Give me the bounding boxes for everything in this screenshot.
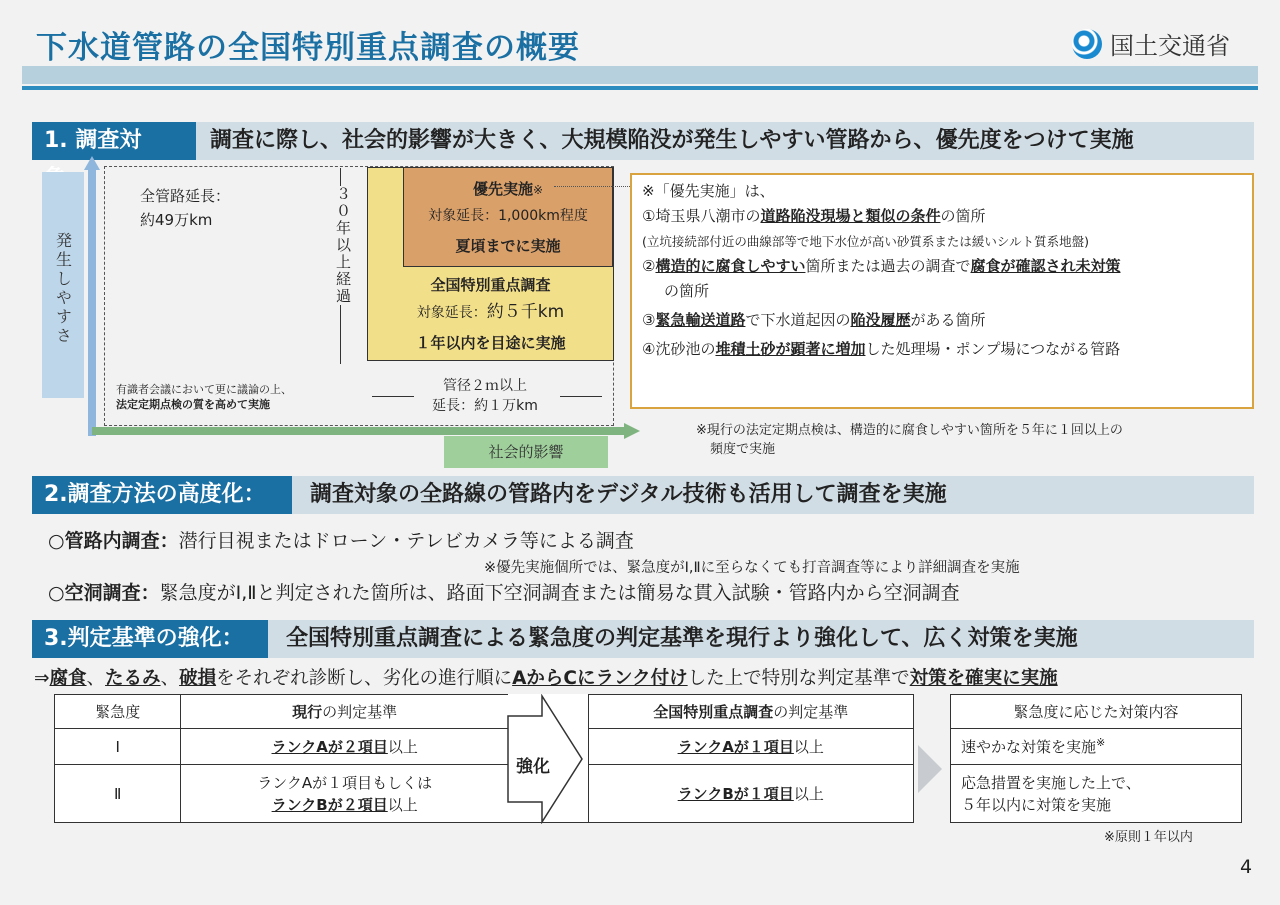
criteria-lead: ⇒腐食、たるみ、破損をそれぞれ診断し、劣化の進行順にAからCにランク付けした上で特別な判定基準で対策を確実に実施 bbox=[34, 668, 1058, 689]
mlit-logo-icon bbox=[1072, 29, 1102, 59]
priority-deadline: 夏頃までに実施 bbox=[455, 237, 561, 255]
priority-box bbox=[403, 167, 613, 267]
urgency-2: Ⅱ bbox=[55, 765, 181, 823]
header-special: 全国特別重点調査の判定基準 bbox=[588, 695, 914, 729]
current-criteria-2: ランクAが１項目もしくは ランクBが２項目以上 bbox=[181, 765, 508, 823]
priority-length: 対象延長：1,000km程度 bbox=[428, 208, 588, 224]
pipe-inspection-text: 潜行目視またはドローン・テレビカメラ等による調査 bbox=[178, 530, 634, 552]
priority-title: 優先実施 bbox=[472, 180, 533, 198]
measures-header: 緊急度に応じた対策内容 bbox=[951, 695, 1242, 729]
expert-note bbox=[116, 382, 292, 412]
measures-footnote: ※原則１年以内 bbox=[1104, 830, 1193, 845]
table-row bbox=[951, 765, 1242, 823]
section2-tag: 2.調査方法の高度化： bbox=[32, 476, 292, 514]
inspection-footnote-line1: ※現行の法定定期点検は、構造的に腐食しやすい箇所を５年に１回以上の bbox=[696, 423, 1123, 438]
measures-table bbox=[950, 694, 1242, 823]
header-current: 現行の判定基準 bbox=[181, 695, 508, 729]
years-label: ３０年以上経過 bbox=[334, 186, 352, 305]
condition-3: ③緊急輸送道路で下水道起因の陥没履歴がある箇所 bbox=[642, 311, 986, 329]
diameter-length: 延長：約１万km bbox=[432, 398, 538, 414]
cavity-survey-text: 緊急度がⅠ,Ⅱと判定された箇所は、路面下空洞調査または簡易な貫入試験・管路内から空洞調査 bbox=[159, 582, 960, 604]
diameter-arrow-right bbox=[560, 396, 602, 397]
y-axis-arrowhead bbox=[84, 156, 100, 170]
strengthen-label: 強化 bbox=[516, 757, 550, 777]
table-row bbox=[55, 729, 914, 765]
total-length-label: 全管路延長： bbox=[140, 187, 231, 205]
diameter-arrow-left bbox=[372, 396, 414, 397]
special-deadline: １年以内を目途に実施 bbox=[415, 334, 566, 352]
expert-note-line1: 有識者会議において更に議論の上、 bbox=[116, 383, 292, 396]
header-rule bbox=[22, 86, 1258, 90]
x-axis-arrowhead bbox=[624, 423, 640, 439]
pipe-inspection-label: ○管路内調査： bbox=[48, 530, 179, 552]
special-title: 全国特別重点調査 bbox=[430, 276, 551, 294]
priority-mark: ※ bbox=[532, 183, 544, 197]
header-band bbox=[22, 66, 1258, 84]
special-box-text bbox=[367, 274, 614, 353]
conditions-heading: ※「優先実施」は、 bbox=[642, 182, 775, 200]
y-axis-label-box bbox=[42, 172, 84, 398]
measure-2: 応急措置を実施した上で、 ５年以内に対策を実施 bbox=[951, 765, 1242, 823]
x-axis-arrow bbox=[92, 427, 624, 435]
pipe-inspection-note: ※優先実施個所では、緊急度がⅠ,Ⅱに至らなくても打音調査等により詳細調査を実施 bbox=[484, 560, 1020, 576]
special-criteria-1: ランクAが１項目以上 bbox=[588, 729, 914, 765]
section1-heading: 調査に際し、社会的影響が大きく、大規模陥没が発生しやすい管路から、優先度をつけて実施 bbox=[210, 128, 1134, 153]
cavity-survey bbox=[48, 578, 960, 605]
condition-2-line2: の箇所 bbox=[664, 282, 710, 300]
section2-heading: 調査対象の全路線の管路内をデジタル技術も活用して調査を実施 bbox=[310, 482, 947, 507]
inspection-footnote bbox=[696, 421, 1123, 459]
total-length bbox=[140, 184, 230, 232]
table-row bbox=[55, 765, 914, 823]
y-axis-label: 発生しやすさ bbox=[53, 232, 73, 346]
table-header-row bbox=[55, 695, 914, 729]
urgency-1: Ⅰ bbox=[55, 729, 181, 765]
y-axis-arrow bbox=[88, 168, 96, 436]
special-length-value: 約５千km bbox=[486, 302, 565, 322]
inspection-footnote-line2: 頻度で実施 bbox=[710, 442, 776, 457]
page-number: 4 bbox=[1240, 856, 1253, 878]
ministry-name: 国土交通省 bbox=[1110, 32, 1230, 60]
measures-arrow bbox=[918, 745, 942, 793]
section1-tag: 1. 調査対 bbox=[32, 122, 196, 160]
diameter-info bbox=[410, 376, 560, 416]
current-criteria-1: ランクAが２項目以上 bbox=[181, 729, 508, 765]
table-row bbox=[951, 729, 1242, 765]
expert-note-line2: 法定定期点検の質を高めて実施 bbox=[116, 398, 270, 411]
cavity-survey-label: ○空洞調査： bbox=[48, 582, 160, 604]
condition-2: ②構造的に腐食しやすい箇所または過去の調査で腐食が確認され未対策 bbox=[642, 257, 1121, 275]
condition-1: ①埼玉県八潮市の道路陥没現場と類似の条件の箇所 bbox=[642, 207, 986, 225]
section3-tag: 3.判定基準の強化： bbox=[32, 620, 268, 658]
total-length-value: 約49万km bbox=[140, 211, 213, 229]
priority-conditions-box bbox=[630, 173, 1254, 409]
ministry-logo bbox=[1072, 26, 1230, 61]
special-criteria-2: ランクBが１項目以上 bbox=[588, 765, 914, 823]
diameter-label: 管径２ｍ以上 bbox=[443, 378, 527, 394]
header-urgency: 緊急度 bbox=[55, 695, 181, 729]
measure-1: 速やかな対策を実施※ bbox=[951, 729, 1242, 765]
priority-leader-line bbox=[554, 186, 636, 187]
criteria-table bbox=[54, 694, 914, 823]
condition-1-detail: (立坑接続部付近の曲線部等で地下水位が高い砂質系または緩いシルト質系地盤) bbox=[642, 234, 1089, 249]
condition-4: ④沈砂池の堆積土砂が顕著に増加した処理場・ポンプ場につながる管路 bbox=[642, 340, 1121, 358]
page-title: 下水道管路の全国特別重点調査の概要 bbox=[36, 30, 580, 66]
section3-heading: 全国特別重点調査による緊急度の判定基準を現行より強化して、広く対策を実施 bbox=[286, 626, 1078, 651]
pipe-inspection bbox=[48, 526, 634, 553]
x-axis-label: 社会的影響 bbox=[444, 436, 608, 468]
special-length-label: 対象延長： bbox=[416, 305, 487, 321]
